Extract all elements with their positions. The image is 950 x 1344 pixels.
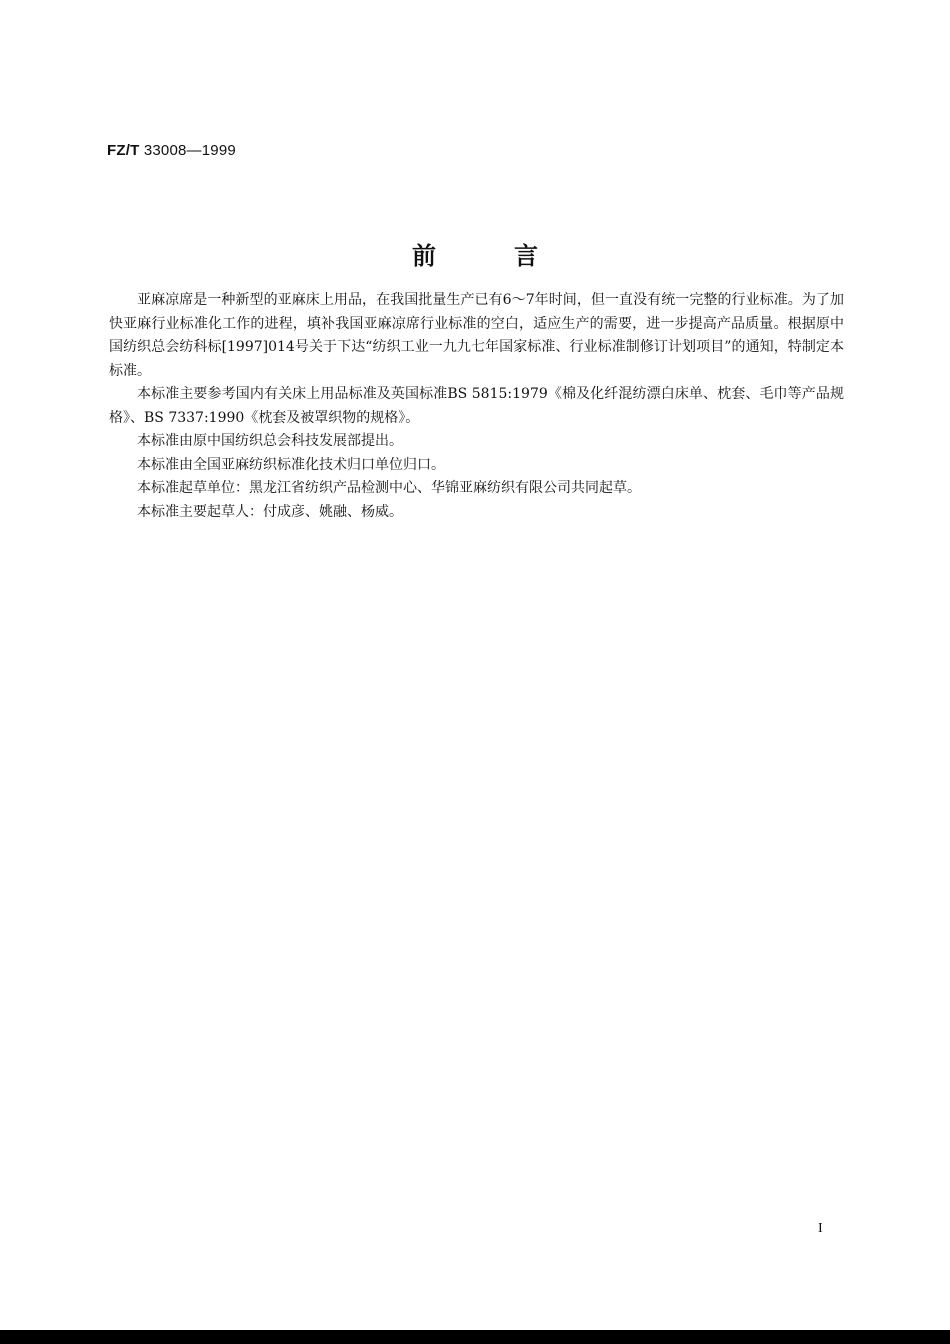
page-number: I (818, 1221, 823, 1236)
paragraph-centralized-unit: 本标准由全国亚麻纺织标准化技术归口单位归口。 (137, 456, 445, 473)
paragraph-references: 本标准主要参考国内有关床上用品标准及英国标准BS 5815:1979《棉及化纤混纺漂白床单、枕套、毛巾等产品规格》、BS 7337:1990《枕套及被罩织物的规格》。 (109, 386, 844, 426)
page-title: 前言 (412, 241, 616, 270)
standard-code-prefix: FZ/T (107, 142, 140, 159)
paragraph-intro: 亚麻凉席是一种新型的亚麻床上用品，在我国批量生产已有6～7年时间，但一直没有统一完整的行业标准。为了加快亚麻行业标准化工作的进程，填补我国亚麻凉席行业标准的空白，适应生产的需要，进一步提高产品质量。根据原中国纺织总会纺科标[1997]014号关于下达“纺织工业一九九七年国家标准、行业标准制修订计划项目”的通知，特制定本标准。 (109, 292, 844, 379)
standard-code-number: 33008—1999 (143, 142, 236, 159)
standard-code (107, 142, 236, 159)
paragraph-drafting-units: 本标准起草单位：黑龙江省纺织产品检测中心、华锦亚麻纺织有限公司共同起草。 (137, 480, 641, 496)
foreword-body (109, 289, 844, 524)
page-bottom-border (0, 1330, 950, 1344)
paragraph-drafters: 本标准主要起草人：付成彦、姚融、杨威。 (137, 503, 403, 520)
paragraph-proposer: 本标准由原中国纺织总会科技发展部提出。 (137, 433, 403, 449)
